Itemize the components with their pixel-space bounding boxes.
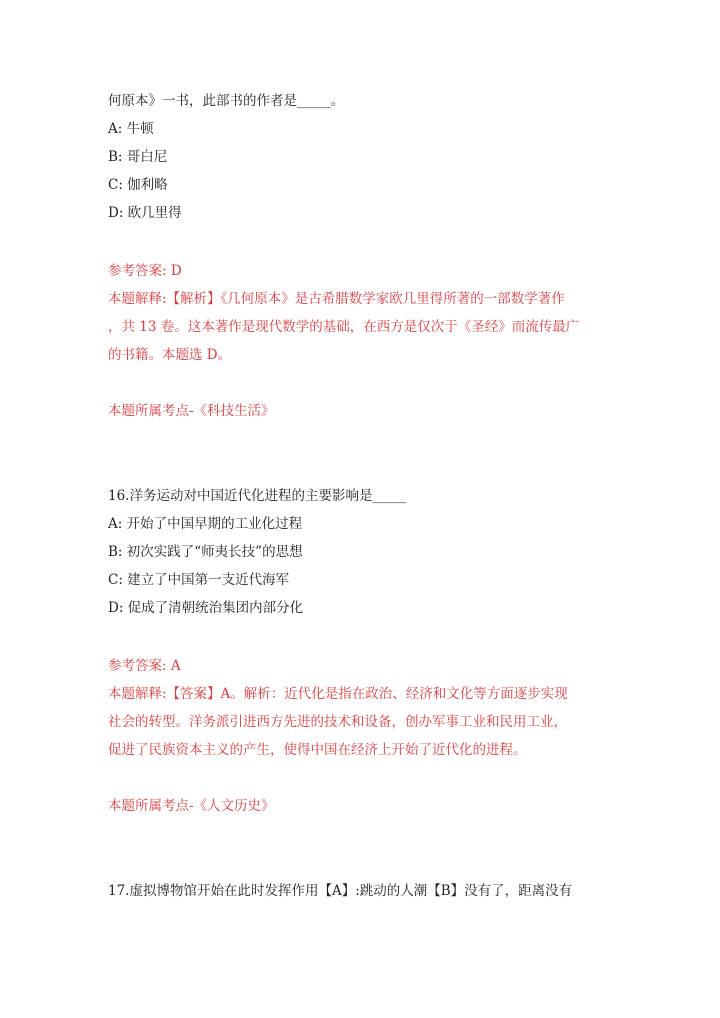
q16-explanation-line-3: 促进了民族资本主义的产生，使得中国在经济上开始了近代化的进程。	[108, 742, 527, 758]
q15-option-b: B: 哥白尼	[108, 149, 168, 165]
q15-answer: 参考答案: D	[108, 263, 182, 279]
q15-option-d: D: 欧几里得	[108, 205, 182, 221]
q16-explanation-line-2: 社会的转型。洋务派引进西方先进的技术和设备，创办军事工业和民用工业，	[108, 714, 567, 730]
q16-answer: 参考答案: A	[108, 658, 181, 674]
q16-explanation-line-1: 本题解释:【答案】A。解析：近代化是指在政治、经济和文化等方面逐步实现	[108, 686, 568, 702]
q16-option-a: A: 开始了中国早期的工业化过程	[108, 516, 303, 532]
q16-option-b: B: 初次实践了“师夷长技”的思想	[108, 544, 303, 560]
q15-topic: 本题所属考点-《科技生活》	[108, 403, 275, 419]
q15-explanation-line-1: 本题解释:【解析】《几何原本》是古希腊数学家欧几里得所著的一部数学著作	[108, 291, 565, 307]
q15-stem-tail: 何原本》一书，此部书的作者是_____。	[108, 93, 345, 109]
q15-explanation-line-2: ，共 13 卷。这本著作是现代数学的基础，在西方是仅次于《圣经》而流传最广	[108, 319, 580, 335]
q17-stem: 17.虚拟博物馆开始在此时发挥作用【A】:跳动的人潮【B】没有了，距离没有	[108, 883, 573, 899]
q15-option-c: C: 伽利略	[108, 177, 168, 193]
q16-stem: 16.洋务运动对中国近代化进程的主要影响是_____	[108, 488, 407, 504]
q15-explanation-line-3: 的书籍。本题选 D。	[108, 347, 232, 363]
q16-option-c: C: 建立了中国第一支近代海军	[108, 572, 290, 588]
q16-option-d: D: 促成了清朝统治集团内部分化	[108, 600, 304, 616]
q16-topic: 本题所属考点-《人文历史》	[108, 798, 275, 814]
q15-option-a: A: 牛顿	[108, 121, 154, 137]
